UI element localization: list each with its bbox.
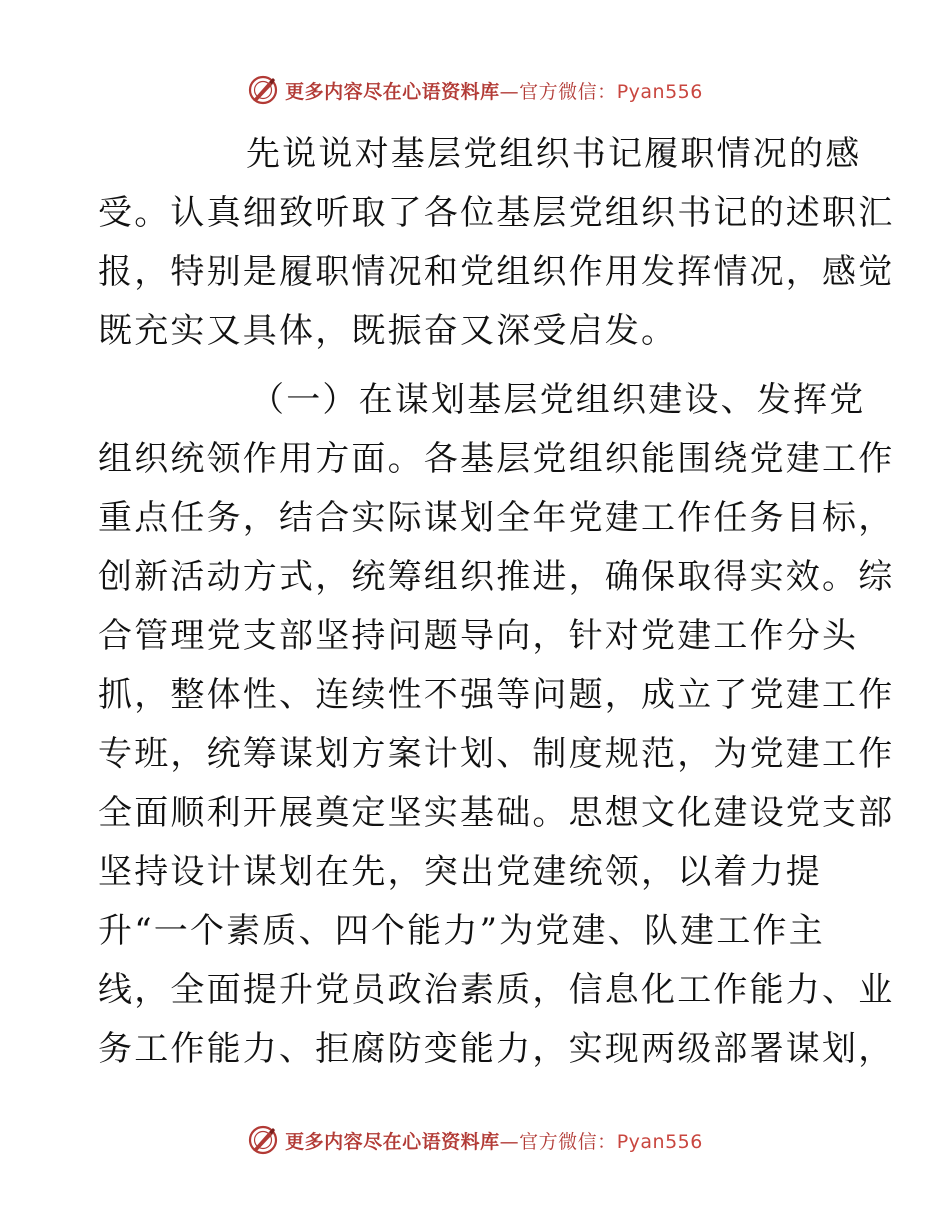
text-line: 合管理党支部坚持问题导向，针对党建工作分头 [98, 616, 859, 656]
banner-wechat-label: 官方微信 [519, 80, 598, 103]
pen-logo-icon [247, 74, 279, 106]
banner-wechat-label: 官方微信 [519, 1130, 598, 1153]
banner-dash: — [499, 80, 520, 103]
footer-banner [0, 1120, 950, 1160]
banner-wechat-id: Pyan556 [616, 80, 703, 103]
text-line: 线，全面提升党员政治素质，信息化工作能力、业 [98, 970, 895, 1010]
banner-colon: ： [597, 1130, 617, 1153]
text-line: （一）在谋划基层党组织建设、发挥党 [250, 380, 866, 420]
text-line: 升“一个素质、四个能力”为党建、队建工作主 [98, 911, 825, 951]
text-line: 务工作能力、拒腐防变能力，实现两级部署谋划， [98, 1029, 895, 1069]
header-banner [0, 70, 950, 110]
text-line: 组织统领作用方面。各基层党组织能围绕党建工作 [98, 439, 895, 479]
text-line: 全面顺利开展奠定坚实基础。思想文化建设党支部 [98, 793, 895, 833]
text-line: 坚持设计谋划在先，突出党建统领，以着力提 [98, 852, 822, 892]
header-banner-text [285, 77, 703, 104]
document-body [98, 125, 895, 1079]
banner-colon: ： [597, 80, 617, 103]
banner-wechat-id: Pyan556 [616, 1130, 703, 1153]
text-line: 既充实又具体，既振奋又深受启发。 [98, 311, 678, 351]
paragraph-1 [98, 125, 895, 361]
text-line: 创新活动方式，统筹组织推进，确保取得实效。综 [98, 557, 895, 597]
banner-site-name: 更多内容尽在心语资料库 [285, 80, 500, 103]
pen-logo-icon [247, 1124, 279, 1156]
text-line: 报，特别是履职情况和党组织作用发挥情况，感觉 [98, 252, 895, 292]
paragraph-spacer [98, 361, 858, 371]
text-line: 先说说对基层党组织书记履职情况的感 [246, 134, 862, 174]
text-line: 专班，统筹谋划方案计划、制度规范，为党建工作 [98, 734, 895, 774]
banner-dash: — [499, 1130, 520, 1153]
footer-banner-text [285, 1127, 703, 1154]
text-line: 受。认真细致听取了各位基层党组织书记的述职汇 [98, 193, 895, 233]
paragraph-2 [98, 371, 895, 1079]
text-line: 抓，整体性、连续性不强等问题，成立了党建工作 [98, 675, 895, 715]
banner-site-name: 更多内容尽在心语资料库 [285, 1130, 500, 1153]
text-line: 重点任务，结合实际谋划全年党建工作任务目标， [98, 498, 895, 538]
